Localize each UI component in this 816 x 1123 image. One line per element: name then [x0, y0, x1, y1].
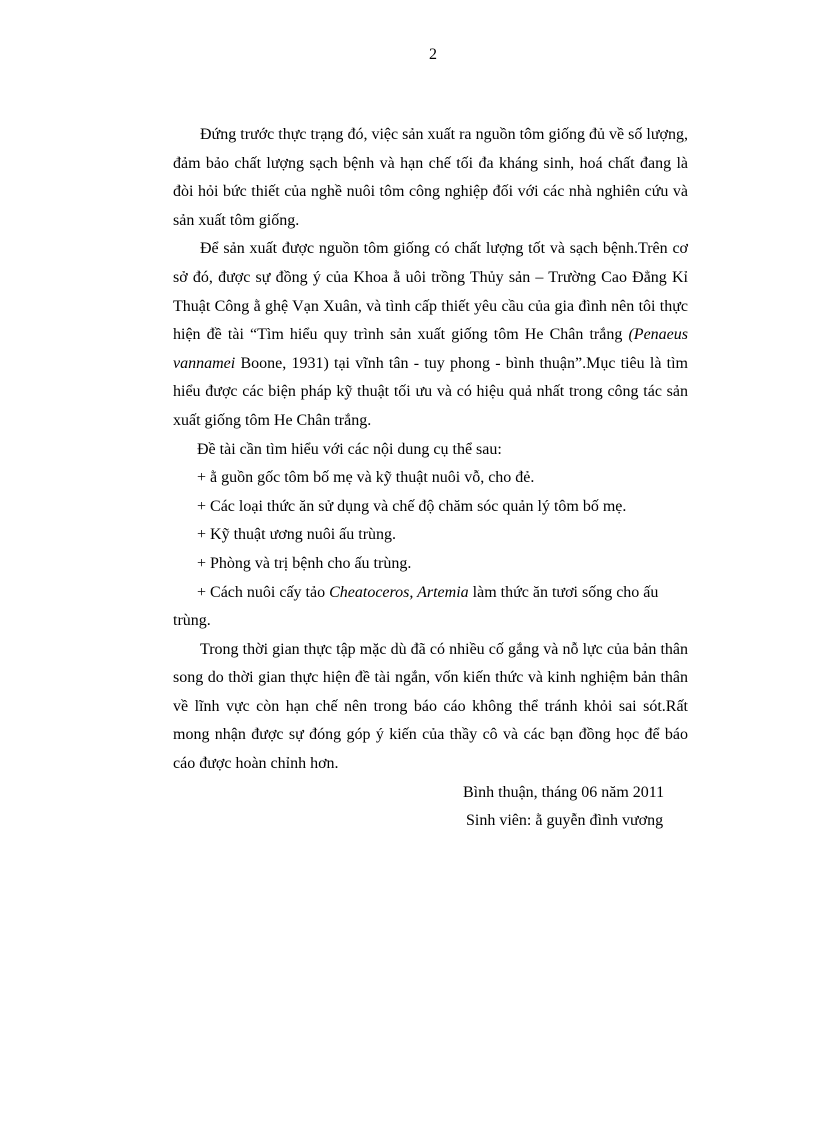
content-item-text-before: + Cách nuôi cấy tảo — [197, 583, 330, 601]
algae-species-names: Cheatoceros, Artemia — [329, 583, 469, 601]
signature-place-date: Bình thuận, tháng 06 năm 2011 — [463, 783, 665, 801]
topic-text-before-species: Để sản xuất được nguồn tôm giống có chất lượng tốt và sạch bệnh.Trên cơ sở đó, được sự đồng ý của Khoa ằ uôi trồng Thủy sản – Trường Cao Đẳng Kỉ Thuật Công ằ ghệ Vạn Xuân, và tình cấp thiết yêu cầu của gia đình nên tôi thực hiện đề tài “Tìm hiểu quy trình sản xuất giống tôm He Chân trắng — [173, 240, 688, 344]
signature-student: Sinh viên: ằ guyễn đình vương — [466, 812, 664, 830]
content-item: + ằ guồn gốc tôm bố mẹ và kỹ thuật nuôi vỗ, cho đẻ. — [197, 469, 535, 487]
paragraph-context: Đứng trước thực trạng đó, việc sản xuất ra nguồn tôm giống đủ về số lượng, đảm bảo chất lượng sạch bệnh và hạn chế tối đa kháng sinh, hoá chất đang là đòi hỏi bức thiết của nghề nuôi tôm công nghiệp đối với các nhà nghiên cứu và sản xuất tôm giống. — [173, 126, 688, 229]
page-number: 2 — [429, 46, 437, 63]
content-item — [173, 579, 688, 636]
content-item-text-after: làm thức ăn tươi sống cho ấu trùng. — [173, 583, 659, 630]
closing-paragraph: Trong thời gian thực tập mặc dù đã có nhiều cố gắng và nỗ lực của bản thân song do thời gian thực hiện đề tài ngắn, vốn kiến thức và kinh nghiệm bản thân về lĩnh vực còn hạn chế nên trong báo cáo không thể tránh khỏi sai sót.Rất mong nhận được sự đóng góp ý kiến của thầy cô và các bạn đồng học để báo cáo được hoàn chỉnh hơn. — [173, 640, 688, 773]
content-item: + Kỹ thuật ương nuôi ấu trùng. — [197, 526, 397, 544]
topic-text-after-species: Boone, 1931) tại vĩnh tân - tuy phong - bình thuận”.Mục tiêu là tìm hiểu được các biện pháp kỹ thuật tối ưu và có hiệu quả nhất trong công tác sản xuất giống tôm He Chân trắng. — [173, 354, 688, 429]
document-body — [173, 121, 688, 836]
species-name: (Penaeus vannamei — [173, 326, 688, 372]
content-item: + Phòng và trị bệnh cho ấu trùng. — [197, 554, 412, 572]
content-intro: Đề tài cần tìm hiểu với các nội dung cụ thể sau: — [197, 440, 502, 458]
paragraph-topic — [173, 235, 688, 435]
content-item: + Các loại thức ăn sử dụng và chế độ chăm sóc quản lý tôm bố mẹ. — [197, 497, 627, 515]
